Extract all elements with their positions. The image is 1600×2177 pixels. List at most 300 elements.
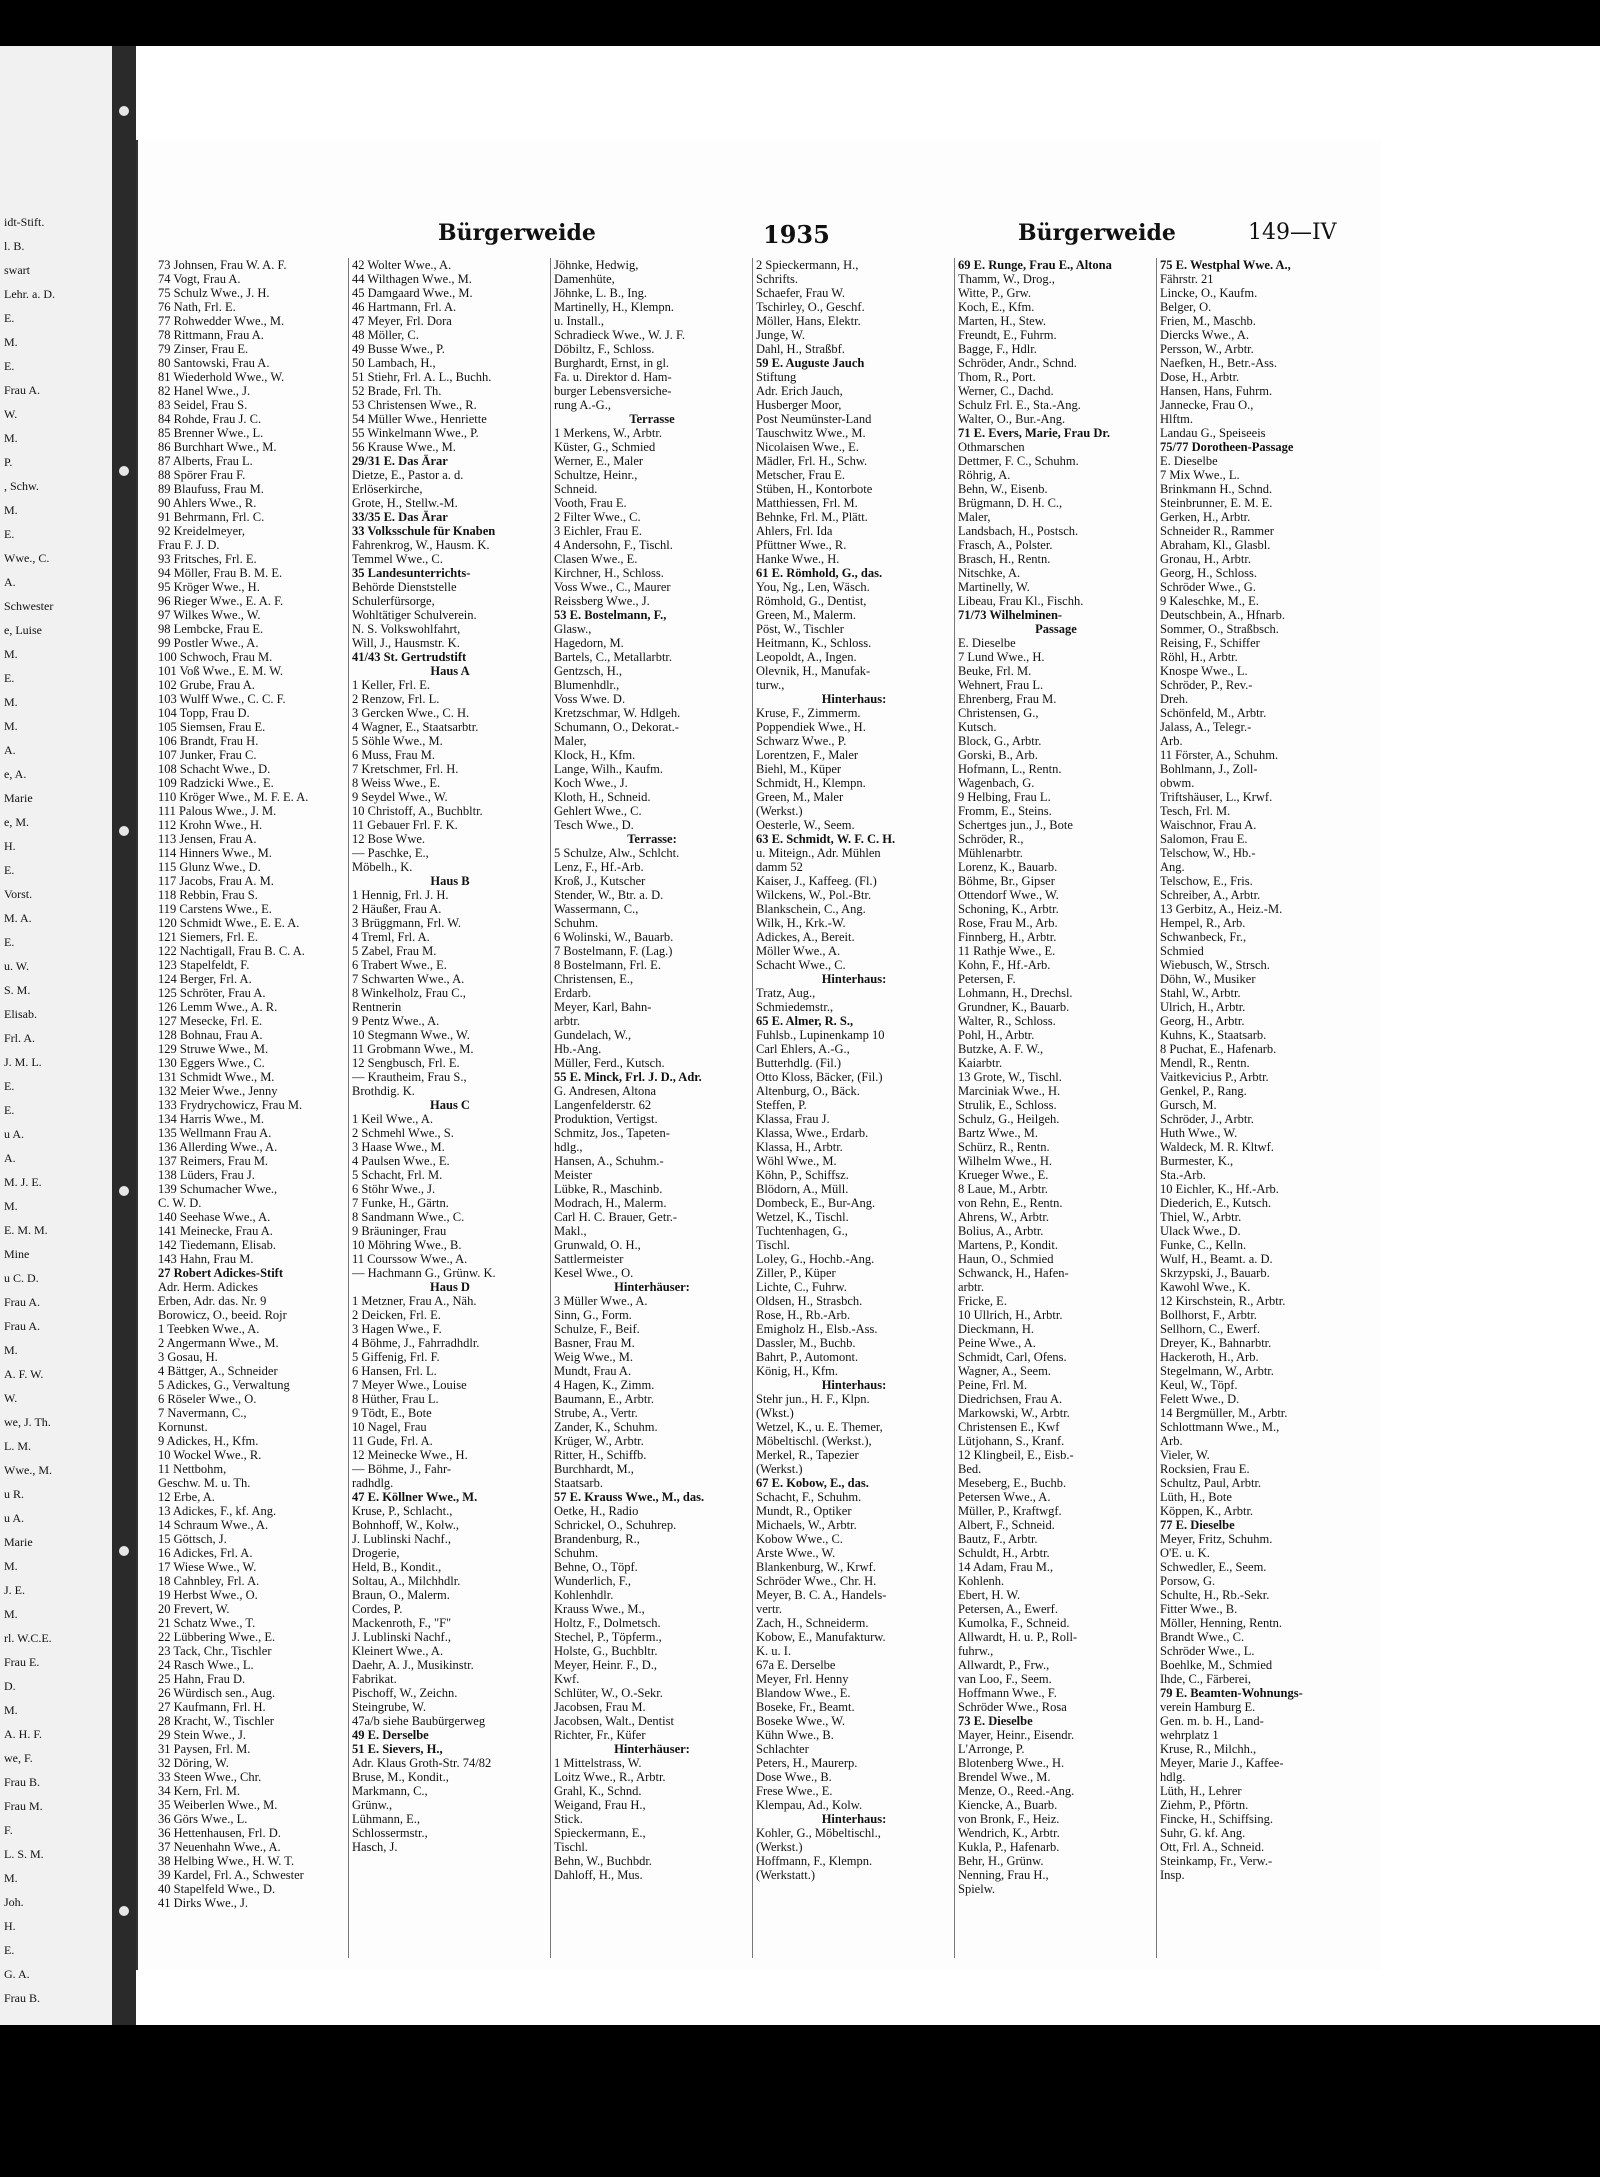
directory-entry: 4 Paulsen Wwe., E. [352,1154,450,1168]
column-divider [1156,258,1157,1958]
directory-entry: 106 Brandt, Frau H. [158,734,259,748]
directory-entry: Bolius, A., Arbtr. [958,1224,1044,1238]
directory-entry: 75/77 Dorotheen-Passage [1160,440,1294,454]
directory-entry: Kleinert Wwe., A. [352,1644,444,1658]
directory-entry: Ulack Wwe., D. [1160,1224,1241,1238]
directory-entry: 52 Brade, Frl. Th. [352,384,442,398]
directory-entry: 12 Kirschstein, R., Arbtr. [1160,1294,1286,1308]
directory-entry: 95 Kröger Wwe., H. [158,580,260,594]
directory-entry: Hinterhaus: [821,972,887,986]
directory-entry: Holtz, F., Dolmetsch. [554,1616,661,1630]
directory-entry: Naefken, H., Betr.-Ass. [1160,356,1277,370]
directory-entry: Mühlenarbtr. [958,846,1023,860]
directory-entry: 33 Steen Wwe., Chr. [158,1770,262,1784]
directory-entry: Brinkmann H., Schnd. [1160,482,1273,496]
directory-entry: Waldeck, M. R. Kltwf. [1160,1140,1274,1154]
directory-entry: Wagner, A., Seem. [958,1364,1051,1378]
directory-entry: Döbiltz, F., Schloss. [554,342,655,356]
left-page-fragment: M. [4,1559,18,1573]
directory-entry: 126 Lemm Wwe., A. R. [158,1000,278,1014]
directory-entry: Tauschwitz Wwe., M. [756,426,866,440]
directory-entry: 87 Alberts, Frau L. [158,454,253,468]
directory-entry: Burghardt, Ernst, in gl. [554,356,670,370]
directory-entry: G. Andresen, Altona [554,1084,657,1098]
directory-entry: 121 Siemers, Frl. E. [158,930,258,944]
left-page-fragment: e, A. [4,767,27,781]
directory-entry: Voss Wwe., C., Maurer [554,580,671,594]
directory-entry: Hoffmann, F., Klempn. [756,1854,873,1868]
directory-entry: Gronau, H., Arbtr. [1160,552,1251,566]
directory-entry: 31 Paysen, Frl. M. [158,1742,251,1756]
directory-entry: Brothdig. K. [352,1084,415,1098]
directory-entry: Adr. Klaus Groth-Str. 74/82 [352,1756,492,1770]
directory-entry: 14 Bergmüller, M., Arbtr. [1160,1406,1288,1420]
directory-entry: 6 Röseler Wwe., O. [158,1392,257,1406]
directory-entry: Meseberg, E., Buchb. [958,1476,1067,1490]
directory-entry: Martens, P., Kondit. [958,1238,1058,1252]
directory-entry: 2 Schmehl Wwe., S. [352,1126,454,1140]
directory-entry: 49 E. Derselbe [352,1728,429,1742]
directory-entry: Marciniak Wwe., H. [958,1084,1061,1098]
directory-entry: 10 Ullrich, H., Arbtr. [958,1308,1063,1322]
directory-entry: Bruse, M., Kondit., [352,1770,449,1784]
directory-entry: 7 Lund Wwe., H. [958,650,1045,664]
left-page-fragment: F. [4,1823,13,1837]
directory-entry: Fuhlsb., Lupinenkamp 10 [756,1028,885,1042]
left-page-fragment: Frl. A. [4,1031,36,1045]
directory-entry: Peine, Frl. M. [958,1378,1028,1392]
directory-entry: 6 Hansen, Frl. L. [352,1364,437,1378]
directory-entry: 22 Lübbering Wwe., E. [158,1630,276,1644]
left-page-fragment: u R. [4,1487,25,1501]
directory-entry: Knospe Wwe., L. [1160,664,1248,678]
directory-entry: Metscher, Frau E. [756,468,846,482]
directory-entry: 2 Filter Wwe., C. [554,510,641,524]
directory-entry: Grundner, K., Bauarb. [958,1000,1070,1014]
directory-entry: Witte, P., Grw. [958,286,1031,300]
directory-entry: 8 Hüther, Frau L. [352,1392,439,1406]
directory-entry: 118 Rebbin, Frau S. [158,888,258,902]
directory-entry: 131 Schmidt Wwe., M. [158,1070,275,1084]
directory-entry: 36 Görs Wwe., L. [158,1812,248,1826]
left-page-fragment: L. M. [4,1439,31,1453]
directory-entry: 71/73 Wilhelminen- [958,608,1063,622]
directory-entry: 8 Laue, M., Arbtr. [958,1182,1048,1196]
directory-entry: hdlg., [554,1140,583,1154]
left-page-fragment: Frau A. [4,383,40,397]
left-page-fragment: A. [4,575,16,589]
directory-entry: 102 Grube, Frau A. [158,678,255,692]
directory-entry: Glasw., [554,622,592,636]
left-page-fragment: J. M. L. [4,1055,42,1069]
directory-entry: (Werkst.) [756,1462,803,1476]
directory-entry: 83 Seidel, Frau S. [158,398,248,412]
directory-entry: 13 Adickes, F., kf. Ang. [158,1504,277,1518]
directory-entry: Kaiarbtr. [958,1056,1003,1070]
directory-entry: Blankenburg, W., Krwf. [756,1560,876,1574]
directory-entry: Fahrenkrog, W., Hausm. K. [352,538,490,552]
directory-entry: 3 Brüggmann, Frl. W. [352,916,462,930]
directory-entry: 122 Nachtigall, Frau B. C. A. [158,944,305,958]
directory-entry: Lenz, F., Hf.-Arb. [554,860,644,874]
directory-entry: Altenburg, O., Bäck. [756,1084,860,1098]
directory-entry: 46 Hartmann, Frl. A. [352,300,457,314]
directory-entry: Oldsen, H., Strasbch. [756,1294,863,1308]
directory-entry: Boseke Wwe., W. [756,1714,845,1728]
directory-entry: Kaiser, J., Kaffeeg. (Fl.) [756,874,877,888]
directory-entry: Georg, H., Arbtr. [1160,1014,1245,1028]
left-page-fragment: M. [4,1703,18,1717]
directory-entry: 34 Kern, Frl. M. [158,1784,240,1798]
directory-entry: 97 Wilkes Wwe., W. [158,608,261,622]
directory-entry: Deutschbein, A., Hfnarb. [1160,608,1285,622]
directory-entry: vertr. [756,1602,783,1616]
directory-entry: Gursch, M. [1160,1098,1217,1112]
directory-entry: 117 Jacobs, Frau A. M. [158,874,274,888]
left-page-fragment: Mine [4,1247,30,1261]
left-page-fragment: Frau M. [4,1799,43,1813]
directory-entry: 10 Christoff, A., Buchbltr. [352,804,483,818]
left-page-fragment: E. [4,527,15,541]
left-page-fragment: Wwe., M. [4,1463,52,1477]
directory-entry: 11 Grobmann Wwe., M. [352,1042,474,1056]
directory-entry: 75 E. Westphal Wwe. A., [1160,258,1291,272]
directory-entry: Klock, H., Kfm. [554,748,636,762]
directory-entry: Adr. Herm. Adickes [158,1280,258,1294]
column-divider [348,258,349,1958]
directory-entry: Lübke, R., Maschinb. [554,1182,663,1196]
directory-entry: Schröder Wwe., L. [1160,1644,1255,1658]
directory-entry: 139 Schumacher Wwe., [158,1182,278,1196]
directory-entry: Dreh. [1160,692,1189,706]
directory-entry: Bohlmann, J., Zoll- [1160,762,1258,776]
directory-entry: Erdarb. [554,986,592,1000]
directory-entry: 123 Stapelfeldt, F. [158,958,250,972]
directory-entry: Landsbach, H., Postsch. [958,524,1079,538]
directory-entry: N. S. Volkswohlfahrt, [352,622,461,636]
directory-entry: Bautz, F., Arbtr. [958,1532,1038,1546]
directory-entry: Schulerfürsorge, [352,594,435,608]
directory-entry: Wassermann, C., [554,902,639,916]
directory-entry: Wohltätiger Schulverein. [352,608,477,622]
directory-entry: 3 Gosau, H. [158,1350,218,1364]
directory-entry: 124 Berger, Frl. A. [158,972,252,986]
directory-entry: 125 Schröter, Frau A. [158,986,266,1000]
directory-entry: Hasch, J. [352,1840,398,1854]
directory-entry: Dietze, E., Pastor a. d. [352,468,464,482]
directory-entry: Haun, O., Schmied [958,1252,1054,1266]
left-page-fragment: M. [4,695,18,709]
directory-entry: Keul, W., Töpf. [1160,1378,1238,1392]
directory-entry: Meyer, Fritz, Schuhm. [1160,1532,1273,1546]
directory-entry: 39 Kardel, Frl. A., Schwester [158,1868,304,1882]
directory-entry: Schneider R., Rammer [1160,524,1274,538]
directory-entry: Finnberg, H., Arbtr. [958,930,1057,944]
directory-entry: Salomon, Frau E. [1160,832,1248,846]
directory-entry: Steingrube, W. [352,1700,426,1714]
left-page-fragment: u A. [4,1127,25,1141]
left-page-fragment: S. M. [4,983,31,997]
directory-entry: Schlossermstr., [352,1826,428,1840]
directory-entry: Lütjohann, S., Kranf. [958,1434,1065,1448]
directory-entry: Christensen E., Kwf [958,1420,1060,1434]
directory-entry: Dettmer, F. C., Schuhm. [958,454,1079,468]
directory-entry: Beuke, Frl. M. [958,664,1032,678]
directory-entry: von Rehn, E., Rentn. [958,1196,1063,1210]
left-page-fragment: A. [4,743,16,757]
directory-entry: Kiencke, A., Buarb. [958,1798,1058,1812]
directory-entry: 19 Herbst Wwe., O. [158,1588,258,1602]
directory-entry: Strulik, E., Schloss. [958,1098,1057,1112]
directory-entry: Wiebusch, W., Strsch. [1160,958,1270,972]
directory-entry: 24 Rasch Wwe., L. [158,1658,254,1672]
directory-entry: Wehnert, Frau L. [958,678,1044,692]
directory-entry: 55 E. Minck, Frl. J. D., Adr. [554,1070,702,1084]
directory-entry: Meyer, Heinr. F., D., [554,1658,657,1672]
directory-entry: Richter, Fr., Küfer [554,1728,646,1742]
binding-hole [119,1546,129,1556]
column-divider [954,258,955,1958]
directory-entry: König, H., Kfm. [756,1364,838,1378]
left-page-fragment: Frau A. [4,1319,40,1333]
directory-entry: Lühmann, E., [352,1812,421,1826]
directory-entry: wehrplatz 1 [1160,1728,1219,1742]
directory-entry: 93 Fritsches, Frl. E. [158,552,257,566]
directory-entry: Thamm, W., Drog., [958,272,1055,286]
directory-entry: Schulz Frl. E., Sta.-Ang. [958,398,1081,412]
directory-entry: 112 Krohn Wwe., H. [158,818,263,832]
directory-entry: 105 Siemsen, Frau E. [158,720,266,734]
left-page-fragment: Frau A. [4,1295,40,1309]
directory-entry: Stüben, H., Kontorbote [756,482,873,496]
directory-entry: 41/43 St. Gertrudstift [352,650,467,664]
scan-border-bottom [0,2025,1600,2177]
directory-entry: Oetke, H., Radio [554,1504,639,1518]
left-page-fragment: M. [4,335,18,349]
left-page-fragment: J. E. [4,1583,25,1597]
directory-entry: Lincke, O., Kaufm. [1160,286,1258,300]
directory-entry: 13 Grote, W., Tischl. [958,1070,1062,1084]
directory-entry: Brasch, H., Rentn. [958,552,1051,566]
directory-entry: 35 Weiberlen Wwe., M. [158,1798,278,1812]
directory-entry: damm 52 [756,860,803,874]
binding-hole [119,1186,129,1196]
directory-entry: 73 Johnsen, Frau W. A. F. [158,258,287,272]
directory-entry: Schultz, Paul, Arbtr. [1160,1476,1262,1490]
directory-entry: Landau G., Speiseeis [1160,426,1266,440]
directory-entry: Dahloff, H., Mus. [554,1868,643,1882]
left-page-fragment: L. S. M. [4,1847,44,1861]
directory-entry: (Werkst.) [756,1840,803,1854]
left-page-fragment: M. J. E. [4,1175,42,1189]
left-page-fragment: Frau E. [4,1655,40,1669]
directory-entry: L'Arronge, P. [958,1742,1025,1756]
binding-hole [119,826,129,836]
directory-column-2 [352,258,548,1958]
directory-entry: Arb. [1160,1434,1183,1448]
directory-entry: Daehr, A. J., Musikinstr. [352,1658,474,1672]
directory-entry: Wetzel, K., Tischl. [756,1210,849,1224]
directory-entry: Wöhl Wwe., M. [756,1154,837,1168]
directory-entry: Grünw., [352,1798,393,1812]
directory-entry: Kwf. [554,1672,580,1686]
directory-entry: Terrasse: [627,832,677,846]
directory-entry: Kroß, J., Kutscher [554,874,646,888]
directory-entry: Hackeroth, H., Arb. [1160,1350,1259,1364]
directory-entry: 101 Voß Wwe., E. M. W. [158,664,284,678]
directory-entry: Belger, O. [1160,300,1212,314]
directory-entry: Schröder, Andr., Schnd. [958,356,1077,370]
directory-entry: 110 Kröger Wwe., M. F. E. A. [158,790,309,804]
directory-entry: Schröder Wwe., Rosa [958,1700,1067,1714]
directory-entry: 4 Böhme, J., Fahrradhdlr. [352,1336,480,1350]
directory-entry: Behne, O., Töpf. [554,1560,638,1574]
directory-entry: 8 Weiss Wwe., E. [352,776,441,790]
directory-entry: 142 Tiedemann, Elisab. [158,1238,277,1252]
directory-entry: Schönfeld, M., Arbtr. [1160,706,1267,720]
directory-entry: Schuldt, H., Arbtr. [958,1546,1050,1560]
directory-entry: Kohlenhdlr. [554,1588,614,1602]
directory-entry: obwm. [1160,776,1195,790]
directory-entry: Basner, Frau M. [554,1336,635,1350]
directory-entry: arbtr. [554,1014,581,1028]
directory-entry: 113 Jensen, Frau A. [158,832,257,846]
directory-entry: Will, J., Hausmstr. K. [352,636,460,650]
left-page-fragment: Frau B. [4,1991,40,2005]
directory-entry: Hempel, R., Arb. [1160,916,1246,930]
directory-entry: Möller, Hans, Elektr. [756,314,861,328]
directory-entry: 88 Spörer Frau F. [158,468,246,482]
directory-entry: Michaels, W., Arbtr. [756,1518,857,1532]
directory-entry: 1 Merkens, W., Arbtr. [554,426,662,440]
directory-entry: Ziehm, P., Pförtn. [1160,1798,1249,1812]
directory-entry: Blödorn, A., Müll. [756,1182,849,1196]
directory-entry: Kirchner, H., Schloss. [554,566,664,580]
directory-entry: Markmann, C., [352,1784,428,1798]
directory-entry: 12 Meinecke Wwe., H. [352,1448,468,1462]
directory-entry: Ang. [1160,860,1185,874]
directory-entry: Telschow, W., Hb.- [1160,846,1256,860]
directory-entry: Hofmann, L., Rentn. [958,762,1062,776]
directory-entry: 35 Landesunterrichts- [352,566,471,580]
directory-entry: Matthiessen, Frl. M. [756,496,858,510]
directory-entry: K. u. I. [756,1644,792,1658]
directory-entry: Sellhorn, C., Ewerf. [1160,1322,1260,1336]
directory-entry: 5 Giffenig, Frl. F. [352,1350,440,1364]
directory-entry: Schlachter [756,1742,809,1756]
directory-entry: 11 Nettbohm, [158,1462,227,1476]
directory-entry: Fricke, E. [958,1294,1007,1308]
directory-entry: Menze, O., Reed.-Ang. [958,1784,1075,1798]
directory-entry: Ehrenberg, Frau M. [958,692,1057,706]
directory-entry: van Loo, F., Seem. [958,1672,1052,1686]
directory-entry: Kohn, F., Hf.-Arb. [958,958,1051,972]
directory-entry: Bagge, F., Hdlr. [958,342,1037,356]
directory-entry: 33/35 E. Das Ärar [352,510,448,524]
directory-entry: Hinterhaus: [821,1378,887,1392]
directory-entry: Bahrt, P., Automont. [756,1350,859,1364]
directory-entry: (Wkst.) [756,1406,794,1420]
directory-entry: Mackenroth, F., "F" [352,1616,452,1630]
directory-entry: 114 Hinners Wwe., M. [158,846,272,860]
directory-entry: 11 Förster, A., Schuhm. [1160,748,1279,762]
directory-entry: 130 Eggers Wwe., C. [158,1056,265,1070]
directory-entry: Mendl, R., Rentn. [1160,1056,1250,1070]
directory-entry: Hinterhäuser: [614,1280,690,1294]
directory-entry: Schröder Wwe., Chr. H. [756,1574,877,1588]
directory-entry: Martinelly, W. [958,580,1030,594]
directory-entry: Steffen, P. [756,1098,807,1112]
directory-entry: Pöst, W., Tischler [756,622,844,636]
left-page-fragment: Wwe., C. [4,551,50,565]
directory-entry: Felett Wwe., D. [1160,1392,1240,1406]
directory-entry: Schröder Wwe., G. [1160,580,1256,594]
directory-entry: 89 Blaufuss, Frau M. [158,482,264,496]
directory-entry: 79 Zinser, Frau E. [158,342,249,356]
directory-column-1 [158,258,346,1958]
directory-entry: 7 Schwarten Wwe., A. [352,972,465,986]
left-page-fragment: M. [4,1199,18,1213]
directory-entry: Kesel Wwe., O. [554,1266,634,1280]
directory-entry: Loley, G., Hochb.-Ang. [756,1252,875,1266]
directory-entry: 57 E. Krauss Wwe., M., das. [554,1490,705,1504]
directory-entry: 6 Wolinski, W., Bauarb. [554,930,674,944]
directory-entry: 51 Stiehr, Frl. A. L., Buchh. [352,370,492,384]
directory-entry: Krüger, W., Arbtr. [554,1434,644,1448]
left-page-fragment: Frau B. [4,1775,40,1789]
directory-entry: You, Ng., Len, Wäsch. [756,580,870,594]
directory-entry: 9 Pentz Wwe., A. [352,1014,440,1028]
directory-entry: Nitschke, A. [958,566,1021,580]
directory-entry: Libeau, Frau Kl., Fischh. [958,594,1084,608]
directory-entry: J. Lublinski Nachf., [352,1532,451,1546]
directory-entry: Krueger Wwe., E. [958,1168,1049,1182]
directory-entry: 140 Seehase Wwe., A. [158,1210,271,1224]
directory-entry: Schneid. [554,482,598,496]
directory-entry: 29/31 E. Das Ärar [352,454,448,468]
directory-entry: 3 Eichler, Frau E. [554,524,643,538]
directory-entry: 135 Wellmann Frau A. [158,1126,272,1140]
directory-entry: 133 Frydrychowicz, Frau M. [158,1098,303,1112]
directory-entry: Schacht, F., Schuhm. [756,1490,862,1504]
directory-column-6 [1160,258,1360,1958]
directory-entry: Fincke, H., Schiffsing. [1160,1812,1273,1826]
directory-entry: 18 Cahnbley, Frl. A. [158,1574,260,1588]
directory-entry: Butterhdlg. (Fil.) [756,1056,842,1070]
directory-entry: Leopoldt, A., Ingen. [756,650,857,664]
directory-entry: Erlöserkirche, [352,482,423,496]
directory-entry: Frese Wwe., E. [756,1784,833,1798]
directory-entry: 4 Bättger, A., Schneider [158,1364,278,1378]
directory-entry: Brendel Wwe., M. [958,1770,1051,1784]
directory-entry: 42 Wolter Wwe., A. [352,258,452,272]
directory-entry: 115 Glunz Wwe., D. [158,860,261,874]
directory-entry: Freundt, E., Fuhrm. [958,328,1057,342]
directory-entry: Waischnor, Frau A. [1160,818,1257,832]
directory-entry: Dreyer, K., Bahnarbtr. [1160,1336,1272,1350]
directory-entry: 37 Neuenhahn Wwe., A. [158,1840,281,1854]
directory-entry: Kobow Wwe., C. [756,1532,843,1546]
left-page-fragment: E. [4,671,15,685]
left-page-fragment: e, Luise [4,623,42,637]
directory-entry: Krauss Wwe., M., [554,1602,645,1616]
directory-entry: Martinelly, H., Klempn. [554,300,675,314]
directory-entry: Weigand, Frau H., [554,1798,646,1812]
directory-entry: Vooth, Frau E. [554,496,627,510]
directory-entry: 8 Puchat, E., Hafenarb. [1160,1042,1277,1056]
directory-entry: Mayer, Heinr., Eisendr. [958,1728,1075,1742]
directory-entry: 6 Muss, Frau M. [352,748,435,762]
